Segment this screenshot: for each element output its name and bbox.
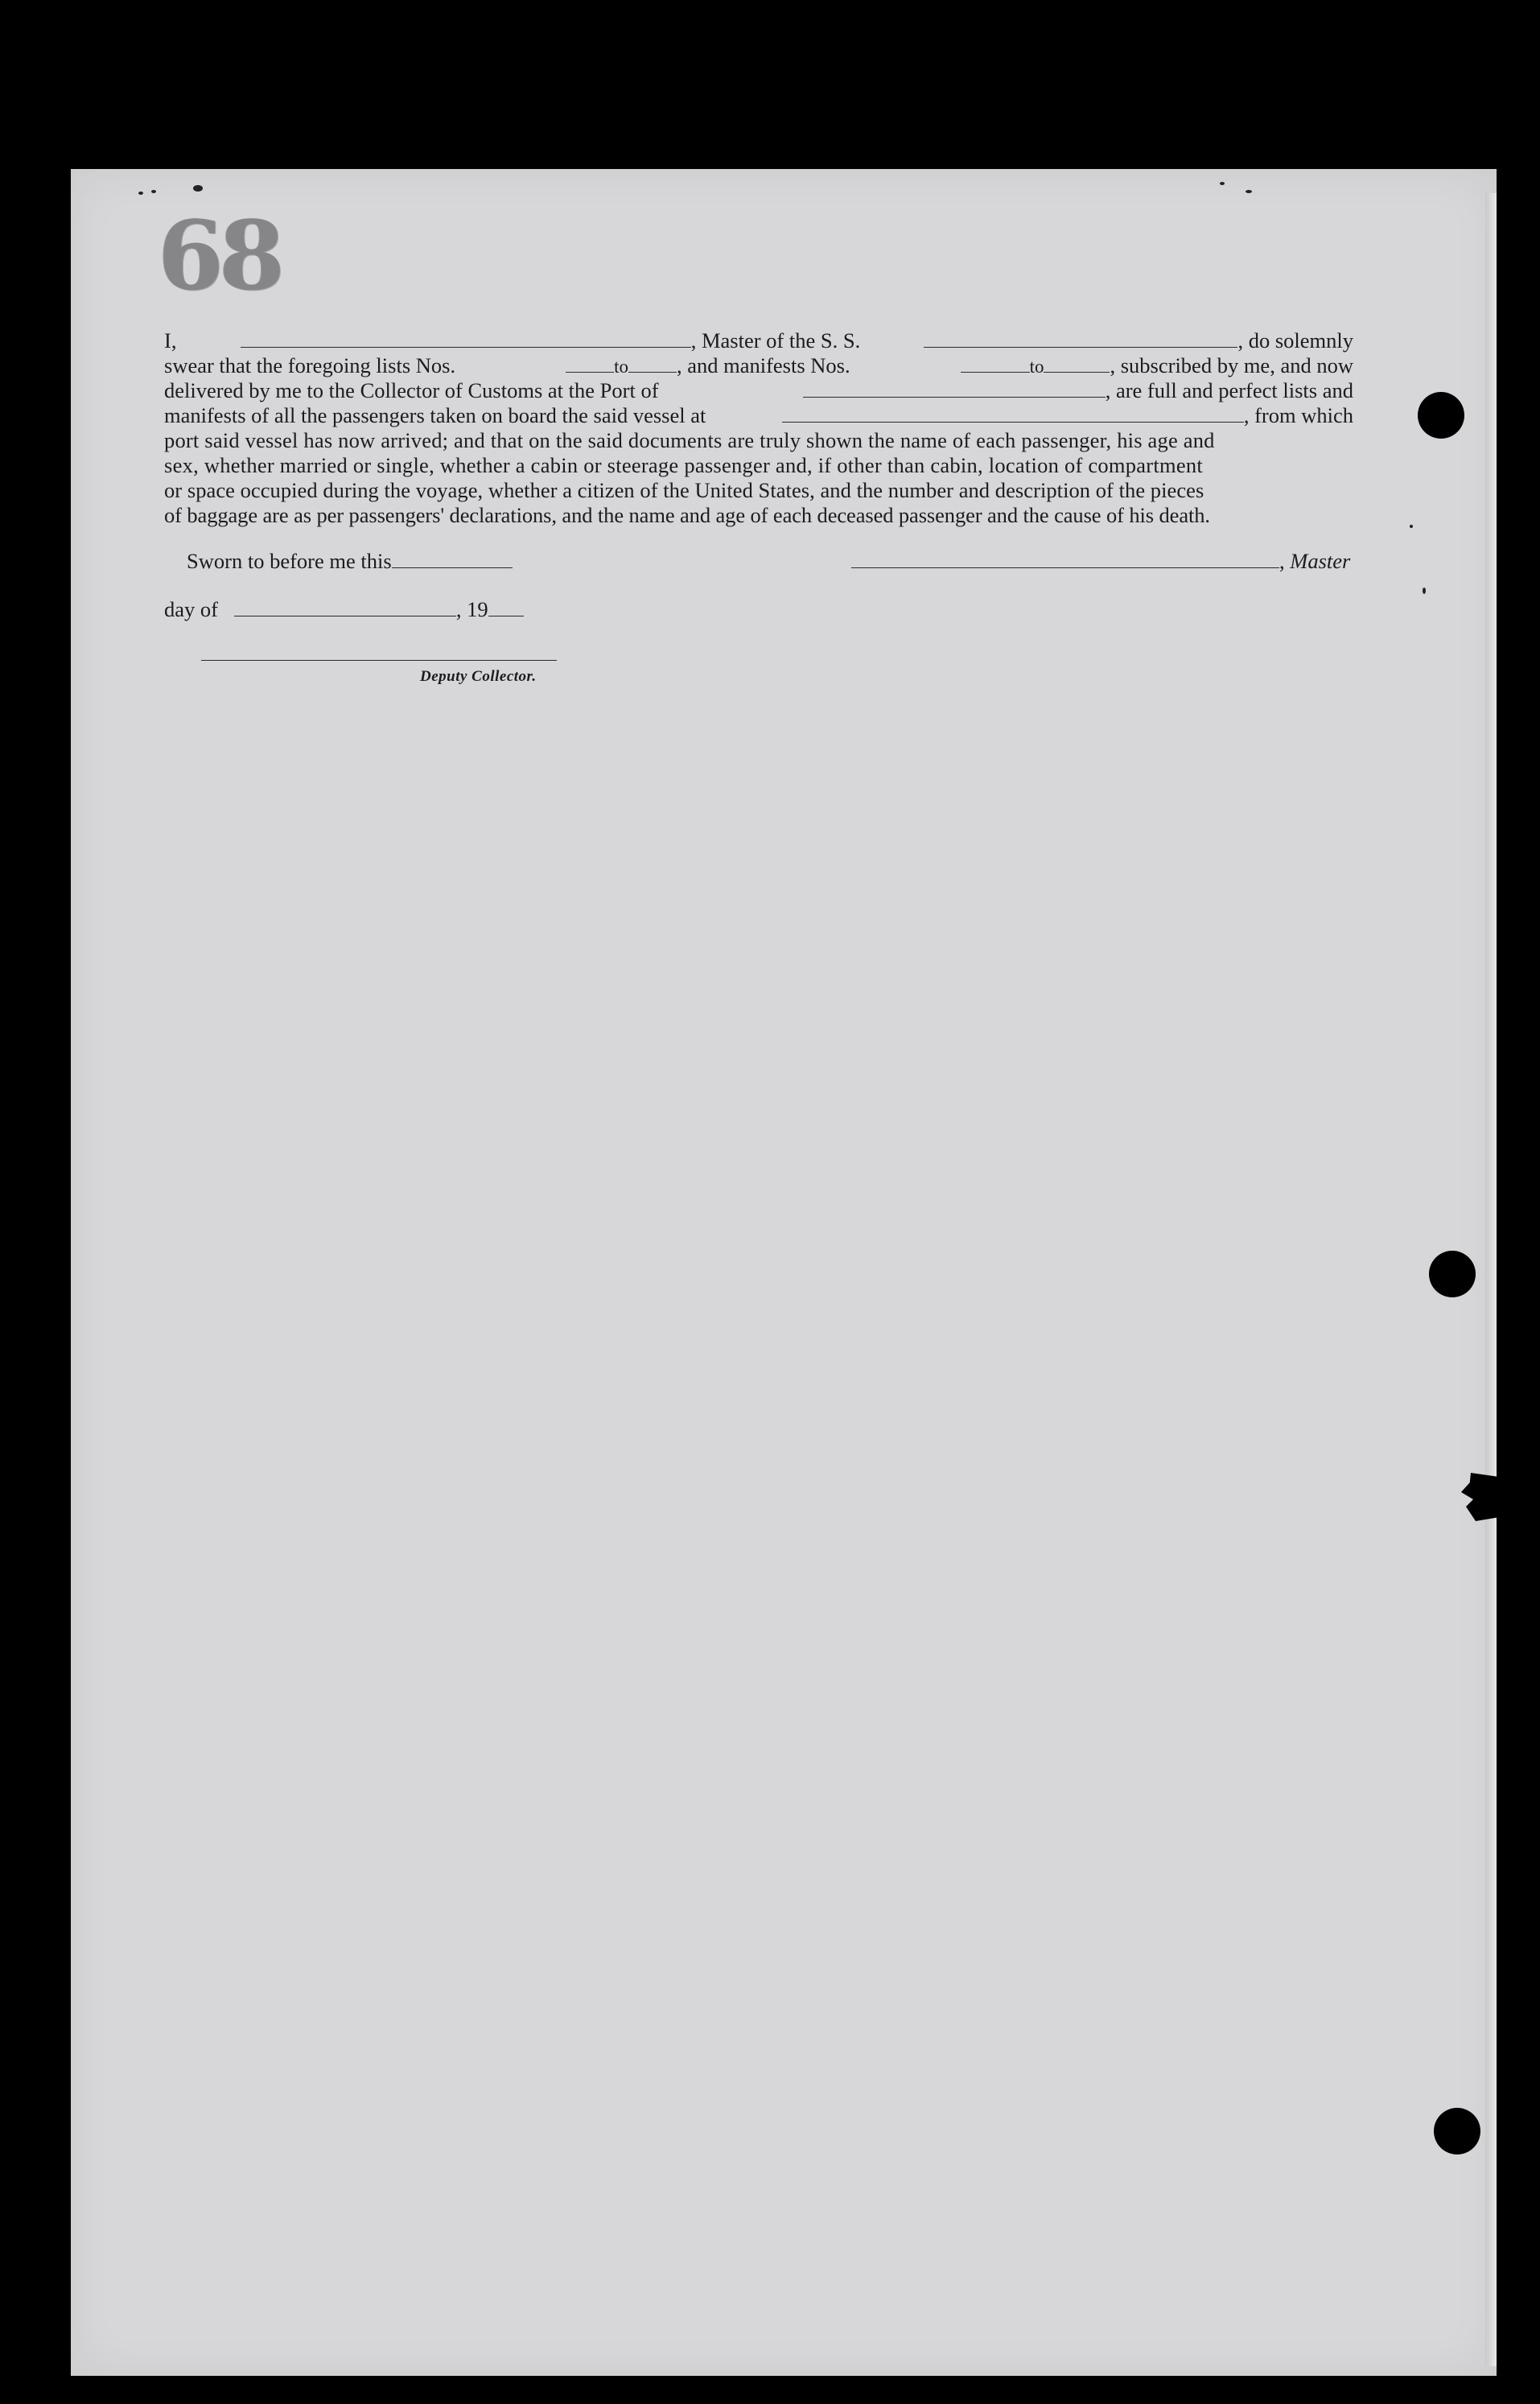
port-field[interactable]	[803, 381, 1106, 398]
oath-text: , Master of the S. S.	[690, 328, 861, 353]
oath-text: manifests of all the passengers taken on board the said vessel at	[164, 403, 706, 427]
page-number-stamp: 68	[158, 200, 281, 311]
lists-from-field[interactable]	[566, 356, 614, 373]
ink-speck	[193, 185, 203, 192]
oath-text: , are full and perfect lists and	[1105, 378, 1353, 402]
oath-line-5: port said vessel has now arrived; and that on the said documents are truly shown the name of each passenger, his age and	[164, 428, 1215, 452]
oath-text: , subscribed by me, and now	[1110, 353, 1353, 377]
deputy-signature-field[interactable]	[201, 660, 557, 661]
oath-text: to	[1029, 357, 1044, 377]
departure-port-field[interactable]	[782, 406, 1244, 423]
punch-hole-middle	[1429, 1251, 1476, 1297]
ink-speck	[151, 190, 156, 193]
master-signature-line	[851, 549, 1350, 574]
master-label: Master	[1290, 549, 1351, 573]
month-field[interactable]	[234, 600, 456, 616]
sworn-line	[187, 549, 513, 574]
oath-line-6: sex, whether married or single, whether a cabin or steerage passenger and, if other than cabin, location of compartment	[164, 453, 1203, 477]
year-field[interactable]	[488, 600, 524, 616]
oath-line-3	[164, 378, 1353, 402]
oath-line-1	[164, 328, 1353, 353]
ink-speck	[1246, 190, 1252, 193]
sword-suffix: ,	[1279, 549, 1291, 573]
manifests-to-field[interactable]	[1044, 356, 1110, 373]
oath-line-7: or space occupied during the voyage, whether a citizen of the United States, and the number and description of the pieces	[164, 478, 1204, 502]
oath-line-8: of baggage are as per passengers' declarations, and the name and age of each deceased passenger and the cause of his death.	[164, 503, 1210, 527]
oath-text: delivered by me to the Collector of Customs at the Port of	[164, 378, 659, 402]
ink-speck	[1423, 588, 1426, 594]
ink-speck	[1410, 525, 1413, 528]
sworn-label: Sworn to before me this	[187, 549, 392, 573]
oath-line-2	[164, 353, 1353, 379]
year-prefix: , 19	[455, 597, 488, 621]
deputy-collector-label: Deputy Collector.	[420, 668, 537, 685]
manifests-from-field[interactable]	[961, 356, 1030, 373]
oath-text: swear that the foregoing lists Nos.	[164, 353, 456, 377]
day-of-label: day of	[164, 597, 218, 621]
oath-text: , do solemnly	[1237, 328, 1353, 353]
page-edge	[1485, 193, 1497, 2366]
ship-name-field[interactable]	[924, 331, 1237, 348]
oath-text: , from which	[1243, 403, 1353, 427]
oath-text: I,	[164, 328, 177, 353]
oath-text: to	[614, 357, 628, 377]
punch-hole-top	[1418, 392, 1464, 439]
ink-speck	[1220, 182, 1225, 185]
master-signature-field[interactable]	[851, 551, 1279, 568]
lists-to-field[interactable]	[628, 356, 677, 373]
oath-text: , and manifests Nos.	[676, 353, 850, 377]
sworn-day-field[interactable]	[392, 551, 513, 568]
ink-speck	[138, 192, 143, 195]
day-of-line	[164, 597, 524, 622]
oath-line-4	[164, 403, 1353, 427]
punch-hole-bottom	[1434, 2108, 1480, 2155]
master-name-field[interactable]	[241, 331, 691, 348]
